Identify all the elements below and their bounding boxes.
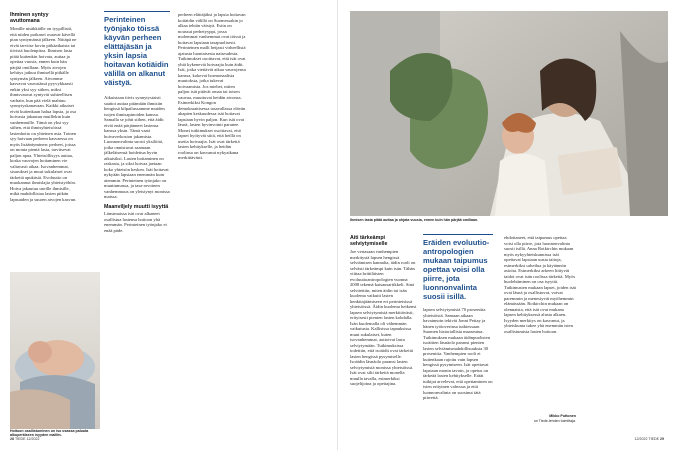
right-column-2 [423,234,493,430]
right-page [337,0,674,450]
left-column-2 [104,11,170,267]
baby-photo-caption: Hoitoon osallistuminen on iso osassa paluuta alkuperäiseen isyyden malliin. [10,429,89,438]
column-2-text: Aikuistaan tiivis synnytystaisti saattoi auttaa pitämään ihmisiin hengissä kilpailussamme muiden isojen ihmisapinoiden kanssa. Samalla se johti siihen, että äidit eivät enää pärjänneet lastensa kanssa yksin. Tämä vaati hoivaverkoston jakamista. Luonnonvalinta suosii yksilöitä, jotka onnistuvat saamaan jälkeläisensä hoidettua hyvin aikuisiksi. Lasten hoitaminen on raskasta, ja siksi hoivaa jaetaan koko yhteisön kesken. Isät hoitavat nykyään lapsiaan enemmän kuin aiemmin. Perinteinen työnjako on muuttumassa, ja tasa-arvoinen vanhemmuus on yleistynyt monissa maissa. [104,95,170,199]
right-folio: 29 [660,437,664,441]
baby-photo [10,272,100,429]
right-pull-quote-rule [423,234,493,235]
left-magazine: TIEDE 12/2022 [14,437,40,441]
left-column-2-lower [104,270,170,430]
right-footer [634,437,664,441]
baby-photo-illustration [10,272,100,429]
left-column-3 [178,12,246,432]
section-heading-aiti: Äiti tärkeämpi selviytymiselle [350,235,388,248]
right-column-1-text: Joe vertasaan vanhempien merkitystä lapsen hengissä selviämisen kannalta, äidin rooli on selvästi tärkeämpi kuin isän. Tähän viittaa brittiläisten evoluutioantropologien vuonna 2008 tekemä katsausartikkeli. Sinä selvitettiin, miten äidin tai isän kuolema vaikutti lasten henkiinjäämiseen eri perinteisissä yhteisöissä. Äidin kuolema heikensi lapsen selviytymistä merkittävästi, erityisesti pienten lasten kohdalla. Isän kuolemalla oli vähemmän vaikutusta. Kallisissa tapauksissa muut sukulaiset, kuten isovanhemmat, auttoivat lasta selviytymään. Tutkimuksissa todettiin, että isoäidit ovat tärkeitä lasten hengissä pysymiselle. Isoäidin läsnäolo paransi lasten selviytymistä monissa yhteisöissä. Isät ovat silti tärkeitä monella muulla tavalla, esimerkiksi suojelijoina ja opettajina. [350,249,417,387]
mother-child-illustration [350,11,668,216]
left-footer [10,437,40,441]
right-column-3-text: ehdottaneet, että taipumus opettaa voisi olla piirre, jota luonnonvalinta suosii isillä. Anna Rotkirchin mukaan myös nykyyhteiskunnissa isät opettavat lapsiaan uusia taitoja, esimerkiksi urheilua ja käytännön asioita. Esimerkiksi arkeen liittyvät taidot ovat isän roolissa tärkeitä. Myös huolehtiminen on osa isyyttä. Tutkimusten mukaan lapset, joiden isät ovat läsnä ja osallistuvat, voivat paremmin ja menestyvät myöhemmin elämässään. Rotkirchin mukaan on olennaista, että isät ovat mukana lapsen kehityksessä alusta alkaen. Isyyden merkitys on kasvanut, ja yhteiskunta tukee yhä enemmän isien osallistumista lasten hoitoon. [504,235,576,334]
right-column-1 [350,235,417,430]
pull-quote-right: Eräiden evoluutio-antropologien mukaan taipumus opettaa voisi olla piirre, jota luonnonvalinta suosii isillä. [423,238,490,301]
mother-child-caption: Ihmisen lasta pitää auttaa ja ohjata vuosia, ennen kuin hän pärjää omillaan. [350,218,479,222]
left-column-1 [10,12,78,270]
byline [524,414,576,423]
column-3-text: perheen elättäjäksi ja lapsia hoitavan kotiäidin välillä on Suomessakin jo alkaa tehtän väistyä. Esiin on noussut perhetyyppi, jossa molemmat vanhemmat ovat töissä ja hoitavat lapsiaan tasapuolisesti. Perinteinen malli heijasti virheellistä ajatusta luontaisesta naiseudesta. Tutkimukset osoittavat, että isät ovat yhtä kykeneviä hoivaajia kuin äidit. Isät, jotka viettävät aikaa vauvojensa kanssa, kokevat hormonaalisia muutoksia, jotka tukevat hoivaamista. Jos miehet, miten paljon isät pitävät omaa tai toisen vauvaa, muuttuvat heidän aivonsa. Esimerkiksi Kongon demokraattisessa tasavallassa elävän akapien keskuudessa isät hoitavat lapsiaan hyvin paljon. Kun isät ovat läsnä, lasten hyvinvointi paranee. Monet tutkimukset osoittavat, että lapset hyötyvät siitä, että heillä on useita hoivaajia. Isät ovat tärkeitä lasten kehitykselle, ja heidän roolinsa on kasvanut nykyaikana merkittävästi. [178,12,246,160]
right-column-3 [504,235,576,413]
section-heading-maanviljely: Maanviljely muutti isyyttä [104,203,169,210]
right-column-2-text: lapsen selviytymistä 70 prosenttia yhteisöistä. Samaan aikaan havainnoin tekivät Jonni Pettay ja hänen työtoverinsa tutkiessaan Suomen historiallista maaseutua. Tutkimuksen mukaan äidinpuolisten isoäitien läsnäolo paransi pienten lasten selviämismahdollisuuksia 30 prosenttia. Vanhempien rooli ei kuitenkaan rajoitu vain lapsen hengissä pysymiseen. Isät opettavat lapsiaan monin tavoin, ja opetus on tärkeää lasten kehitykselle. Eräät tutkijat arvelevat, että opettaminen on isien erityinen vahvuus ja että luonnonvalinta on suosinut tätä piirrettä. [423,307,493,400]
section-heading-avuton: Ihminen syntyy avuttomana [10,12,49,25]
mother-child-photo [350,11,668,216]
pull-quote-rule [104,11,170,12]
column-1-text: Monille nisäkkäille on tyypillistä, että niiden poikaset osaavat kävellä pian syntymänsä jälkeen. Niitäpä ne eivät tarvitse kovin pitkäaikaista tai tiivistä huolenpitoa. Ihmisen lasta pitää kuitenkin hoivata, auttaa ja opettaa vuosia, ennen kuin hän pärjää omillaan. Myös aivojen kehitys jatkuu ihmisellä pitkälle syntymän jälkeen. Aivomme kasvavat vauvaiässä pyyvykkaasti enkin yksi syy siihen, miksi ihmisvauvat syntyvät suhteellisen varhain, kun pää vielä mahtuu synnytyskanavaan. Kaikki aikuiset eivät kuitenkaan halua lapsia, ja osa hoivasta jakautuu muillekin kuin vanhemmille. Tämä on yksi syy siihen, että ihmisyhteisöissä lastenhoito on yhteinen asia. Toinen syy hoivaan perheen kasvaessa on myös lisääntyminen: perheet, joissa on monta pientä lasta, tarvitsevat paljon apua. Yhteisöllisyys auttaa, koska vauvojen hoitaminen vie valtavasti aikaa. Isovanhemmat, sisarukset ja muut sukulaiset ovat tärkeitä apukäsiä. Evoluutio on muokannut ihmislajia yhteistyöhön. Hoiva jakautuu useille ihmisille, mikä mahdollistaa lasten pitkän lapsuuden ja suuren aivojen kasvun. [10,26,77,202]
left-folio: 28 [10,437,14,441]
right-magazine: 12/2022 TIEDE [634,437,659,441]
column-2-subtext: Länsimaissa isät ovat alkaneet osallistua lastensa hoitoon yhä enemmän. Perinteinen työnjako ei enää päde. [104,211,167,233]
byline-role: on Tiede-lehden toimittaja. [533,418,576,423]
pull-quote-left: Perinteinen työnjako töissä käyvän perheen elättäjäsän ja yksin lapsia hoitavan kotiäidin välillä on alkanut väistyä. [104,15,169,87]
byline-name: Mikko Puttonen [549,414,576,418]
